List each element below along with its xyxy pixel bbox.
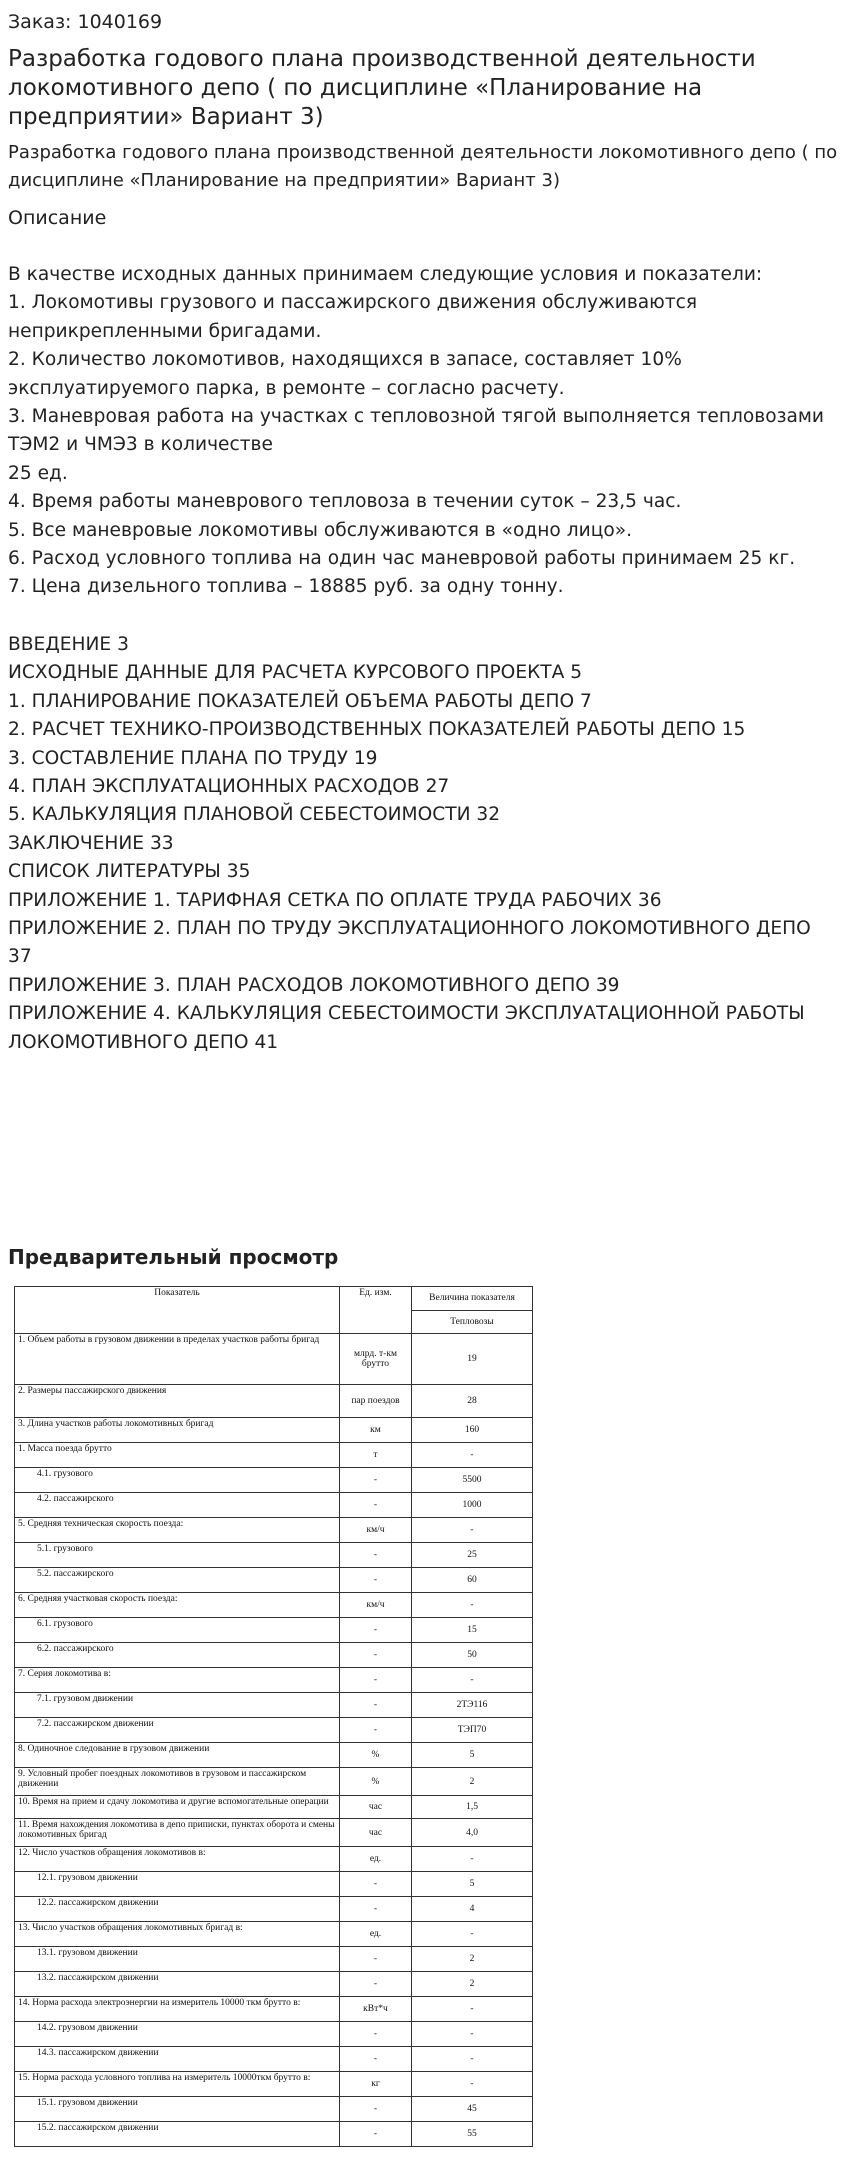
table-row — [15, 1593, 533, 1618]
cell-indicator: 1. Объем работы в грузовом движении в пределах участков работы бригад — [15, 1334, 340, 1385]
cell-value: 19 — [412, 1334, 533, 1385]
table-row — [15, 2122, 533, 2147]
cell-indicator: 12.1. грузовом движении — [15, 1872, 340, 1897]
cell-unit: - — [340, 1718, 412, 1743]
source-data-table — [14, 1286, 533, 2147]
description-text — [8, 261, 840, 602]
cell-value: 160 — [412, 1418, 533, 1443]
cell-value: 15 — [412, 1618, 533, 1643]
table-row — [15, 1618, 533, 1643]
cell-value: 5500 — [412, 1468, 533, 1493]
description-line: 1. Локомотивы грузового и пассажирского движения обслуживаются неприкрепленными бригадами. — [8, 292, 698, 342]
cell-value: 50 — [412, 1643, 533, 1668]
cell-unit: км/ч — [340, 1518, 412, 1543]
toc-item: 4. ПЛАН ЭКСПЛУАТАЦИОННЫХ РАСХОДОВ 27 — [8, 775, 450, 797]
cell-unit: - — [340, 1668, 412, 1693]
table-row — [15, 1518, 533, 1543]
cell-value: 25 — [412, 1543, 533, 1568]
toc-item: ИСХОДНЫЕ ДАННЫЕ ДЛЯ РАСЧЕТА КУРСОВОГО ПРОЕКТА 5 — [8, 662, 583, 684]
cell-unit: % — [340, 1768, 412, 1796]
cell-indicator: 10. Время на прием и сдачу локомотива и другие вспомогательные операции — [15, 1796, 340, 1819]
cell-value: 5 — [412, 1743, 533, 1768]
table-row — [15, 1543, 533, 1568]
cell-indicator: 11. Время нахождения локомотива в депо приписки, пунктах оборота и смены локомотивных бригад — [15, 1819, 340, 1847]
description-line: В качестве исходных данных принимаем следующие условия и показатели: — [8, 264, 763, 285]
cell-indicator: 13.1. грузовом движении — [15, 1947, 340, 1972]
cell-indicator: 7.1. грузовом движении — [15, 1693, 340, 1718]
table-row — [15, 1872, 533, 1897]
cell-indicator: 12. Число участков обращения локомотивов в: — [15, 1847, 340, 1872]
table-row — [15, 1443, 533, 1468]
cell-indicator: 7. Серия локомотива в: — [15, 1668, 340, 1693]
table-row — [15, 1468, 533, 1493]
toc-item: СПИСОК ЛИТЕРАТУРЫ 35 — [8, 861, 251, 883]
cell-indicator: 8. Одиночное следование в грузовом движении — [15, 1743, 340, 1768]
description-line: 3. Маневровая работа на участках с тепловозной тягой выполняется тепловозами ТЭМ2 и ЧМЭ3 в количестве — [8, 406, 825, 456]
toc-item: ВВЕДЕНИЕ 3 — [8, 633, 129, 655]
toc-item: ПРИЛОЖЕНИЕ 4. КАЛЬКУЛЯЦИЯ СЕБЕСТОИМОСТИ ЭКСПЛУАТАЦИОННОЙ РАБОТЫ ЛОКОМОТИВНОГО ДЕПО 41 — [8, 1003, 805, 1053]
page-content — [8, 0, 840, 1057]
cell-indicator: 2. Размеры пассажирского движения — [15, 1385, 340, 1418]
cell-indicator: 7.2. пассажирском движении — [15, 1718, 340, 1743]
table-row — [15, 1385, 533, 1418]
cell-indicator: 15. Норма расхода условного топлива на измеритель 10000ткм брутто в: — [15, 2072, 340, 2097]
table-row — [15, 1972, 533, 1997]
table-row — [15, 1768, 533, 1796]
cell-value: 5 — [412, 1872, 533, 1897]
description-line: 5. Все маневровые локомотивы обслуживаются в «одно лицо». — [8, 519, 633, 541]
cell-unit: % — [340, 1743, 412, 1768]
table-row — [15, 1796, 533, 1819]
toc-item: ПРИЛОЖЕНИЕ 1. ТАРИФНАЯ СЕТКА ПО ОПЛАТЕ ТРУДА РАБОЧИХ 36 — [8, 889, 662, 911]
table-row — [15, 1643, 533, 1668]
description-line: 6. Расход условного топлива на один час маневровой работы принимаем 25 кг. — [8, 548, 796, 570]
cell-unit: кВт*ч — [340, 1997, 412, 2022]
cell-unit: - — [340, 2122, 412, 2147]
cell-value: 2 — [412, 1972, 533, 1997]
cell-unit: - — [340, 1897, 412, 1922]
cell-unit: ед. — [340, 1922, 412, 1947]
cell-value: 4,0 — [412, 1819, 533, 1847]
toc-item: ПРИЛОЖЕНИЕ 3. ПЛАН РАСХОДОВ ЛОКОМОТИВНОГО ДЕПО 39 — [8, 974, 620, 996]
description-line: 4. Время работы маневрового тепловоза в течении суток – 23,5 час. — [8, 491, 682, 513]
cell-value: - — [412, 2047, 533, 2072]
cell-indicator: 4.1. грузового — [15, 1468, 340, 1493]
toc-item: 2. РАСЧЕТ ТЕХНИКО-ПРОИЗВОДСТВЕННЫХ ПОКАЗАТЕЛЕЙ РАБОТЫ ДЕПО 15 — [8, 719, 746, 741]
cell-value: - — [412, 1518, 533, 1543]
cell-indicator: 6. Средняя участковая скорость поезда: — [15, 1593, 340, 1618]
description-line: 25 ед. — [8, 462, 68, 484]
table-row — [15, 1418, 533, 1443]
cell-indicator: 4.2. пассажирского — [15, 1493, 340, 1518]
cell-value: - — [412, 1593, 533, 1618]
cell-value: 45 — [412, 2097, 533, 2122]
cell-value: ТЭП70 — [412, 1718, 533, 1743]
description-line: 2. Количество локомотивов, находящихся в запасе, составляет 10% эксплуатируемого парка, в ремонте – согласно расчету. — [8, 349, 682, 399]
cell-value: - — [412, 1997, 533, 2022]
order-number: Заказ: 1040169 — [8, 11, 163, 33]
cell-value: 4 — [412, 1897, 533, 1922]
toc-item: ЗАКЛЮЧЕНИЕ 33 — [8, 832, 174, 854]
table-row — [15, 1947, 533, 1972]
preview-heading: Предварительный просмотр — [8, 1245, 339, 1269]
cell-value: - — [412, 2022, 533, 2047]
description-line: 7. Цена дизельного топлива – 18885 руб. за одну тонну. — [8, 576, 564, 598]
cell-value: - — [412, 2072, 533, 2097]
cell-value: 2ТЭ116 — [412, 1693, 533, 1718]
cell-unit: пар поездов — [340, 1385, 412, 1418]
table-row — [15, 2072, 533, 2097]
table-row — [15, 1897, 533, 1922]
cell-value: - — [412, 1922, 533, 1947]
cell-indicator: 14. Норма расхода электроэнергии на измеритель 10000 ткм брутто в: — [15, 1997, 340, 2022]
cell-indicator: 3. Длина участков работы локомотивных бригад — [15, 1418, 340, 1443]
cell-unit: - — [340, 1543, 412, 1568]
cell-unit: км — [340, 1418, 412, 1443]
cell-indicator: 14.3. пассажирском движении — [15, 2047, 340, 2072]
cell-unit: час — [340, 1796, 412, 1819]
table-row — [15, 1693, 533, 1718]
description-label: Описание — [8, 207, 107, 229]
table-row — [15, 2022, 533, 2047]
cell-unit: км/ч — [340, 1593, 412, 1618]
table-row — [15, 1334, 533, 1385]
cell-unit: - — [340, 1618, 412, 1643]
cell-value: 2 — [412, 1947, 533, 1972]
cell-unit: - — [340, 2047, 412, 2072]
table-row — [15, 1997, 533, 2022]
table-row — [15, 2097, 533, 2122]
cell-unit: - — [340, 2097, 412, 2122]
cell-unit: млрд. т-км брутто — [340, 1334, 412, 1385]
toc-item: ПРИЛОЖЕНИЕ 2. ПЛАН ПО ТРУДУ ЭКСПЛУАТАЦИОННОГО ЛОКОМОТИВНОГО ДЕПО 37 — [8, 917, 811, 968]
table-row — [15, 1493, 533, 1518]
cell-unit: - — [340, 2022, 412, 2047]
cell-value: 2 — [412, 1768, 533, 1796]
table-of-contents — [8, 631, 840, 1057]
cell-indicator: 5.2. пассажирского — [15, 1568, 340, 1593]
cell-unit: кг — [340, 2072, 412, 2097]
cell-unit: час — [340, 1819, 412, 1847]
table-row — [15, 1847, 533, 1872]
table-row — [15, 1568, 533, 1593]
table-row — [15, 1718, 533, 1743]
table-row — [15, 1668, 533, 1693]
cell-value: - — [412, 1668, 533, 1693]
header-value: Величина показателя — [412, 1287, 533, 1311]
cell-indicator: 9. Условный пробег поездных локомотивов в грузовом и пассажирском движении — [15, 1768, 340, 1796]
cell-value: 55 — [412, 2122, 533, 2147]
cell-unit: ед. — [340, 1847, 412, 1872]
cell-value: 60 — [412, 1568, 533, 1593]
cell-unit: - — [340, 1568, 412, 1593]
cell-unit: - — [340, 1468, 412, 1493]
cell-unit: т — [340, 1443, 412, 1468]
cell-indicator: 14.2. грузовом движении — [15, 2022, 340, 2047]
cell-indicator: 15.1. грузовом движении — [15, 2097, 340, 2122]
cell-indicator: 5.1. грузового — [15, 1543, 340, 1568]
cell-indicator: 13.2. пассажирском движении — [15, 1972, 340, 1997]
header-unit: Ед. изм. — [340, 1287, 412, 1334]
cell-indicator: 6.2. пассажирского — [15, 1643, 340, 1668]
cell-unit: - — [340, 1872, 412, 1897]
header-diesel: Тепловозы — [412, 1310, 533, 1334]
table-header-row — [15, 1287, 533, 1311]
toc-item: 1. ПЛАНИРОВАНИЕ ПОКАЗАТЕЛЕЙ ОБЪЕМА РАБОТЫ ДЕПО 7 — [8, 690, 592, 712]
cell-value: 1000 — [412, 1493, 533, 1518]
cell-indicator: 1. Масса поезда брутто — [15, 1443, 340, 1468]
page-title: Разработка годового плана производственной деятельности локомотивного депо ( по дисциплине «Планирование на предприятии» Вариант 3) — [8, 46, 756, 130]
cell-unit: - — [340, 1493, 412, 1518]
toc-item: 3. СОСТАВЛЕНИЕ ПЛАНА ПО ТРУДУ 19 — [8, 747, 378, 769]
cell-value: 28 — [412, 1385, 533, 1418]
cell-unit: - — [340, 1693, 412, 1718]
toc-item: 5. КАЛЬКУЛЯЦИЯ ПЛАНОВОЙ СЕБЕСТОИМОСТИ 32 — [8, 804, 501, 826]
cell-indicator: 6.1. грузового — [15, 1618, 340, 1643]
table-row — [15, 1922, 533, 1947]
table-row — [15, 1743, 533, 1768]
cell-value: 1,5 — [412, 1796, 533, 1819]
header-indicator: Показатель — [15, 1287, 340, 1334]
table-row — [15, 1819, 533, 1847]
page-subtitle: Разработка годового плана производственной деятельности локомотивного депо ( по дисциплине «Планирование на предприятии» Вариант 3) — [8, 142, 838, 191]
table-row — [15, 2047, 533, 2072]
cell-indicator: 5. Средняя техническая скорость поезда: — [15, 1518, 340, 1543]
cell-indicator: 12.2. пассажирском движении — [15, 1897, 340, 1922]
preview-document — [14, 1286, 532, 2147]
cell-unit: - — [340, 1947, 412, 1972]
cell-indicator: 13. Число участков обращения локомотивных бригад в: — [15, 1922, 340, 1947]
cell-indicator: 15.2. пассажирском движении — [15, 2122, 340, 2147]
cell-value: - — [412, 1443, 533, 1468]
cell-unit: - — [340, 1643, 412, 1668]
cell-value: - — [412, 1847, 533, 1872]
cell-unit: - — [340, 1972, 412, 1997]
